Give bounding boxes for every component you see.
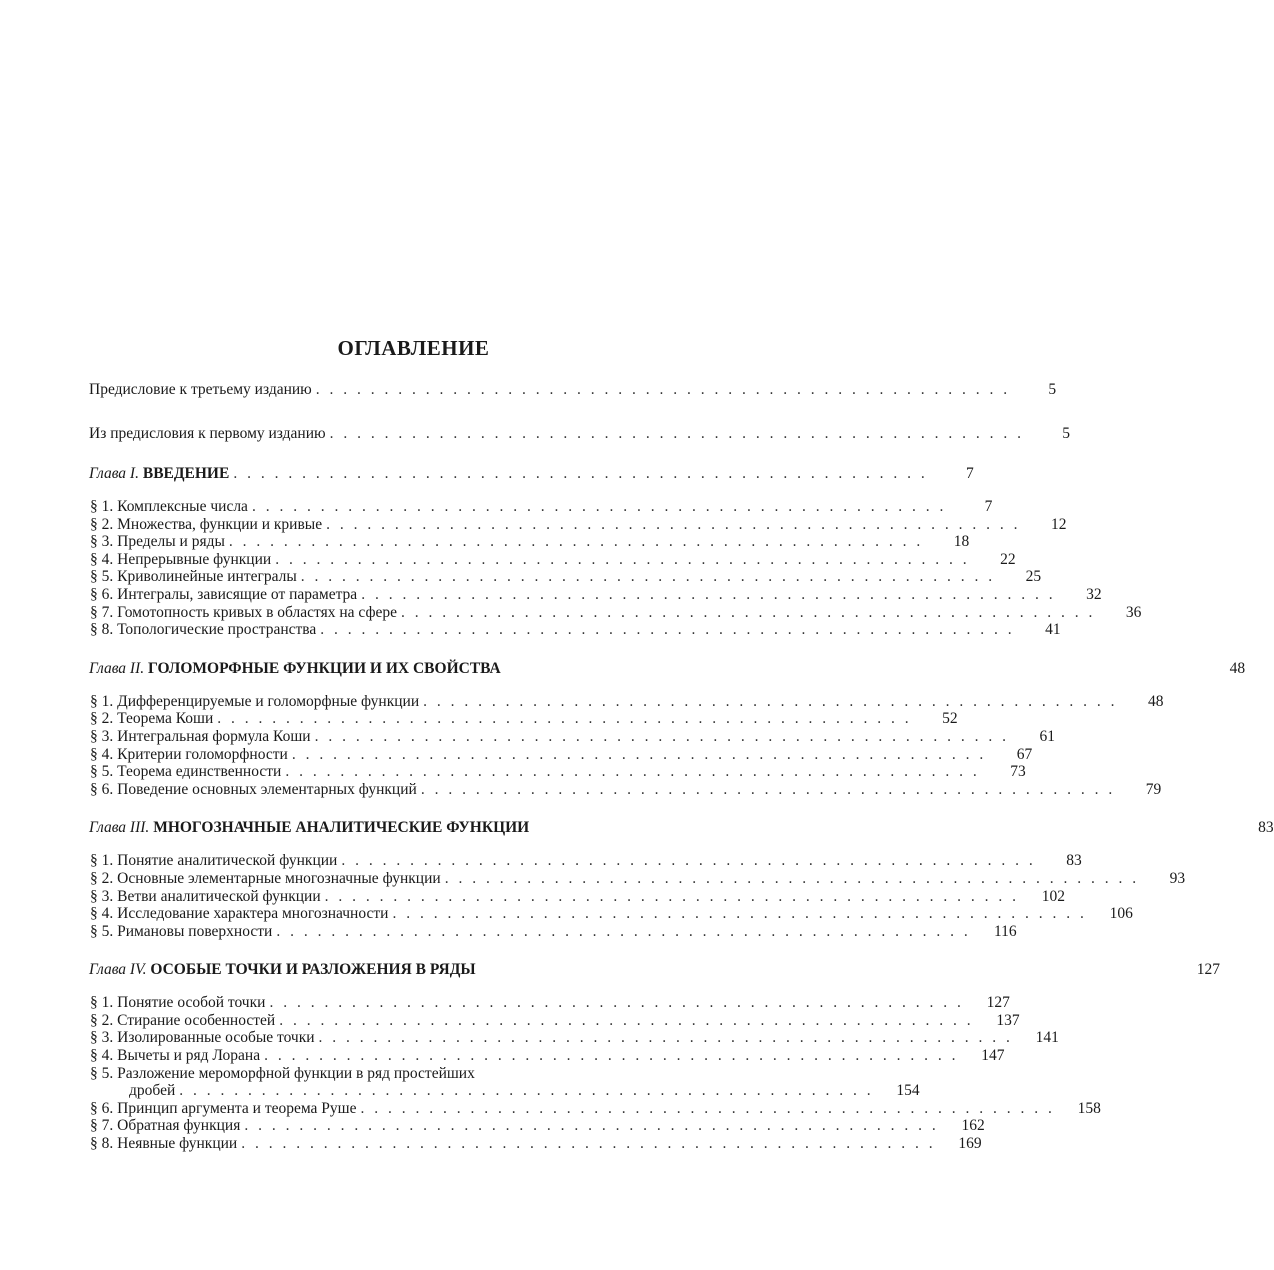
chapter-title: ОСОБЫЕ ТОЧКИ И РАЗЛОЖЕНИЯ В РЯДЫ (150, 961, 476, 979)
leader-dots (316, 380, 1010, 400)
section-text (89, 1047, 260, 1065)
section-title: Пределы и ряды (117, 533, 225, 551)
section-title-continued: дробей (129, 1082, 176, 1100)
section-number: § 8. (90, 1135, 114, 1153)
section-number: § 2. (90, 1011, 114, 1029)
section-entry[interactable] (89, 763, 1026, 781)
section-text (89, 586, 357, 604)
section-number: § 6. (90, 1099, 114, 1117)
leader-dots (276, 923, 970, 941)
leader-dots (279, 1012, 973, 1030)
section-entry[interactable] (89, 1099, 1101, 1118)
section-title: Интегральная формула Коши (117, 727, 311, 745)
chapter-heading-text (89, 659, 501, 679)
section-title: Римановы поверхности (117, 922, 273, 940)
leader-dots (217, 710, 911, 728)
leader-dots (320, 621, 1014, 639)
chapter-heading-text (89, 818, 529, 838)
section-number: § 5. (90, 568, 114, 586)
section-entry[interactable] (89, 1117, 985, 1135)
section-text (89, 728, 311, 746)
section-entry[interactable] (89, 852, 1082, 870)
section-text (89, 693, 419, 711)
page-number: 93 (1169, 869, 1186, 887)
section-title: Ветви аналитической функции (117, 887, 321, 905)
section-text (89, 533, 225, 551)
section-entry[interactable] (89, 887, 1065, 906)
page-number: 22 (1000, 550, 1016, 568)
section-entry[interactable] (89, 922, 1017, 941)
section-text (89, 763, 281, 781)
chapter-heading-text (89, 960, 476, 980)
section-number: § 8. (90, 621, 114, 639)
section-text (89, 551, 271, 569)
page-number: 158 (1077, 1099, 1101, 1117)
section-entry[interactable] (89, 905, 1133, 923)
section-number: § 1. (90, 852, 114, 870)
section-entry[interactable] (89, 745, 1033, 764)
leader-dots (421, 781, 1115, 799)
section-title: Гомотопность кривых в областях на сфере (117, 603, 398, 621)
section-title: Теорема Коши (117, 710, 214, 728)
chapter-label: Глава II. (89, 659, 145, 677)
toc-entry-preface[interactable] (89, 380, 1057, 400)
section-title: Понятие аналитической функции (117, 852, 338, 870)
section-text (89, 516, 322, 534)
page-number: 83 (1258, 819, 1274, 837)
page-number: 169 (958, 1135, 982, 1153)
leader-dots (315, 728, 1009, 746)
leader-dots (423, 693, 1117, 711)
section-text (89, 746, 288, 764)
section-text (89, 1100, 357, 1118)
section-entry[interactable] (89, 1135, 982, 1153)
section-entry-continued[interactable] (89, 1082, 920, 1100)
page-number: 48 (1148, 692, 1164, 710)
page-number: 7 (965, 465, 974, 482)
page-number: 5 (1048, 381, 1057, 398)
page-number: 162 (961, 1117, 985, 1135)
page-number: 102 (1041, 887, 1065, 905)
leader-dots (229, 533, 923, 551)
leader-dots (301, 568, 995, 586)
section-entry[interactable] (89, 1029, 1059, 1047)
section-title: Поведение основных элементарных функций (117, 780, 417, 798)
page-number: 127 (986, 994, 1010, 1012)
section-title: Вычеты и ряд Лорана (117, 1047, 261, 1065)
page-number: 25 (1025, 568, 1042, 586)
section-title: Топологические пространства (117, 621, 317, 639)
page-number: 67 (1016, 745, 1033, 763)
page-number: 61 (1039, 727, 1055, 745)
section-entry[interactable] (89, 1011, 1020, 1030)
section-number: § 1. (90, 994, 114, 1012)
section-number: § 6. (90, 585, 114, 603)
leader-dots (179, 1082, 873, 1100)
page-number: 147 (981, 1047, 1005, 1065)
leader-dots (252, 498, 946, 516)
leader-dots (445, 870, 1139, 888)
section-text (89, 852, 337, 870)
section-title: Непрерывные функции (117, 550, 272, 568)
chapter-heading[interactable] (89, 464, 974, 484)
section-text (89, 994, 265, 1012)
page-number: 83 (1066, 852, 1082, 870)
page-number: 41 (1045, 621, 1061, 639)
section-entry[interactable] (89, 621, 1061, 639)
toc-entry-first-preface[interactable] (89, 424, 1070, 444)
section-text (89, 923, 272, 941)
leader-dots (341, 852, 1035, 870)
page-number: 12 (1050, 515, 1067, 533)
section-entry[interactable] (89, 869, 1186, 888)
section-number: § 4. (90, 1047, 114, 1065)
leader-dots (233, 464, 927, 484)
page-number: 79 (1145, 780, 1162, 798)
section-number: § 1. (90, 692, 114, 710)
section-text (89, 888, 321, 906)
section-number: § 5. (90, 922, 114, 940)
page-number: 48 (1229, 659, 1246, 677)
section-title: Обратная функция (117, 1117, 241, 1135)
section-title: Принцип аргумента и теорема Руше (117, 1099, 357, 1117)
page-number: 106 (1109, 905, 1133, 923)
section-title: Множества, функции и кривые (117, 515, 323, 533)
section-title: Неявные функции (117, 1135, 238, 1153)
section-entry[interactable] (89, 515, 1067, 534)
page-number: 141 (1035, 1029, 1059, 1047)
section-title: Изолированные особые точки (117, 1029, 315, 1047)
section-title: Разложение мероморфной функции в ряд простейших (117, 1064, 475, 1082)
page-number: 7 (984, 498, 993, 515)
chapter-title: МНОГОЗНАЧНЫЕ АНАЛИТИЧЕСКИЕ ФУНКЦИИ (153, 819, 530, 837)
section-number: § 7. (90, 1117, 114, 1135)
section-number: § 3. (90, 727, 114, 745)
section-entry[interactable] (89, 550, 1016, 569)
chapter-title: ГОЛОМОРФНЫЕ ФУНКЦИИ И ИХ СВОЙСТВА (148, 659, 501, 677)
section-text (89, 905, 388, 923)
page-number: 32 (1086, 585, 1102, 603)
section-title: Интегралы, зависящие от параметра (117, 585, 358, 603)
chapter-label: Глава III. (89, 819, 150, 837)
leader-dots (401, 604, 1095, 622)
leader-dots (330, 424, 1024, 444)
section-number: § 2. (90, 710, 114, 728)
section-entry[interactable] (89, 692, 1164, 711)
section-number: § 3. (90, 887, 114, 905)
leader-dots (392, 905, 1086, 923)
page-number: 52 (942, 710, 958, 728)
section-entry[interactable] (89, 994, 1010, 1012)
section-title: Понятие особой точки (117, 994, 266, 1012)
leader-dots (361, 1100, 1055, 1118)
section-text (89, 870, 441, 888)
section-entry[interactable] (89, 533, 970, 551)
section-title: Критерии голоморфности (117, 745, 288, 763)
chapter-list (89, 444, 1274, 1153)
section-number: § 2. (90, 869, 114, 887)
section-number: § 6. (90, 780, 114, 798)
section-number: § 4. (90, 745, 114, 763)
section-entry[interactable] (89, 603, 1142, 622)
page-number: 73 (1010, 763, 1026, 781)
section-text (89, 1135, 237, 1153)
chapter-heading[interactable] (89, 818, 1274, 838)
section-text (89, 781, 417, 799)
section-title: Исследование характера многозначности (117, 905, 389, 923)
section-text (89, 1029, 315, 1047)
leader-dots (241, 1135, 935, 1153)
section-text (89, 621, 316, 639)
section-title: Стирание особенностей (117, 1011, 276, 1029)
section-title: Дифференцируемые и голоморфные функции (117, 692, 420, 710)
chapter-label: Глава I. (89, 465, 139, 482)
chapter-title: ВВЕДЕНИЕ (142, 465, 230, 482)
leader-dots (326, 516, 1020, 534)
leader-dots (285, 763, 979, 781)
section-entry[interactable] (89, 1047, 1005, 1065)
leader-dots (292, 746, 986, 764)
section-text (89, 568, 297, 586)
section-text (89, 1012, 275, 1030)
page-title: ОГЛАВЛЕНИЕ (337, 336, 490, 360)
section-text (89, 710, 213, 728)
section-number: § 1. (90, 498, 114, 515)
section-title: Теорема единственности (117, 763, 282, 781)
section-entry[interactable] (89, 780, 1162, 799)
section-text (89, 1117, 240, 1135)
section-number: § 4. (90, 550, 114, 568)
section-number: § 3. (90, 1029, 114, 1047)
section-text (89, 498, 248, 516)
page-number: 154 (896, 1082, 920, 1100)
section-number: § 4. (90, 905, 114, 923)
section-entry[interactable] (89, 498, 993, 516)
leader-dots (319, 1029, 1013, 1047)
table-of-contents (89, 380, 1274, 1153)
section-text (89, 1065, 475, 1083)
section-entry[interactable] (89, 710, 958, 728)
page-number: 116 (994, 922, 1017, 940)
leader-dots (275, 551, 969, 569)
page-number: 127 (1196, 961, 1221, 979)
section-title: Основные элементарные многозначные функции (117, 869, 441, 887)
leader-dots (325, 888, 1019, 906)
page-number: 5 (1062, 425, 1070, 442)
leader-dots (244, 1117, 938, 1135)
leader-dots (361, 586, 1055, 604)
section-number: § 5. (90, 763, 114, 781)
section-entry[interactable] (89, 727, 1055, 746)
chapter-label: Глава IV. (89, 961, 147, 979)
leader-dots (264, 1047, 958, 1065)
page-number: 18 (953, 533, 970, 551)
page-number: 137 (996, 1011, 1020, 1029)
chapter-heading[interactable] (89, 960, 1221, 980)
section-text (89, 604, 397, 622)
section-entry[interactable] (89, 585, 1102, 604)
section-number: § 7. (90, 603, 114, 621)
page-number: 36 (1125, 603, 1142, 621)
section-title: Комплексные числа (117, 498, 248, 515)
chapter-heading[interactable] (89, 659, 1246, 679)
section-entry[interactable] (89, 568, 1042, 586)
entry-text: Из предисловия к первому изданию (89, 425, 326, 442)
section-entry[interactable] (89, 1065, 683, 1083)
leader-dots (269, 994, 963, 1012)
section-title: Криволинейные интегралы (117, 568, 297, 586)
entry-text: Предисловие к третьему изданию (89, 381, 312, 398)
section-number: § 5. (90, 1064, 114, 1082)
section-number: § 3. (90, 533, 114, 551)
section-number: § 2. (90, 515, 114, 533)
chapter-heading-text (89, 464, 229, 484)
